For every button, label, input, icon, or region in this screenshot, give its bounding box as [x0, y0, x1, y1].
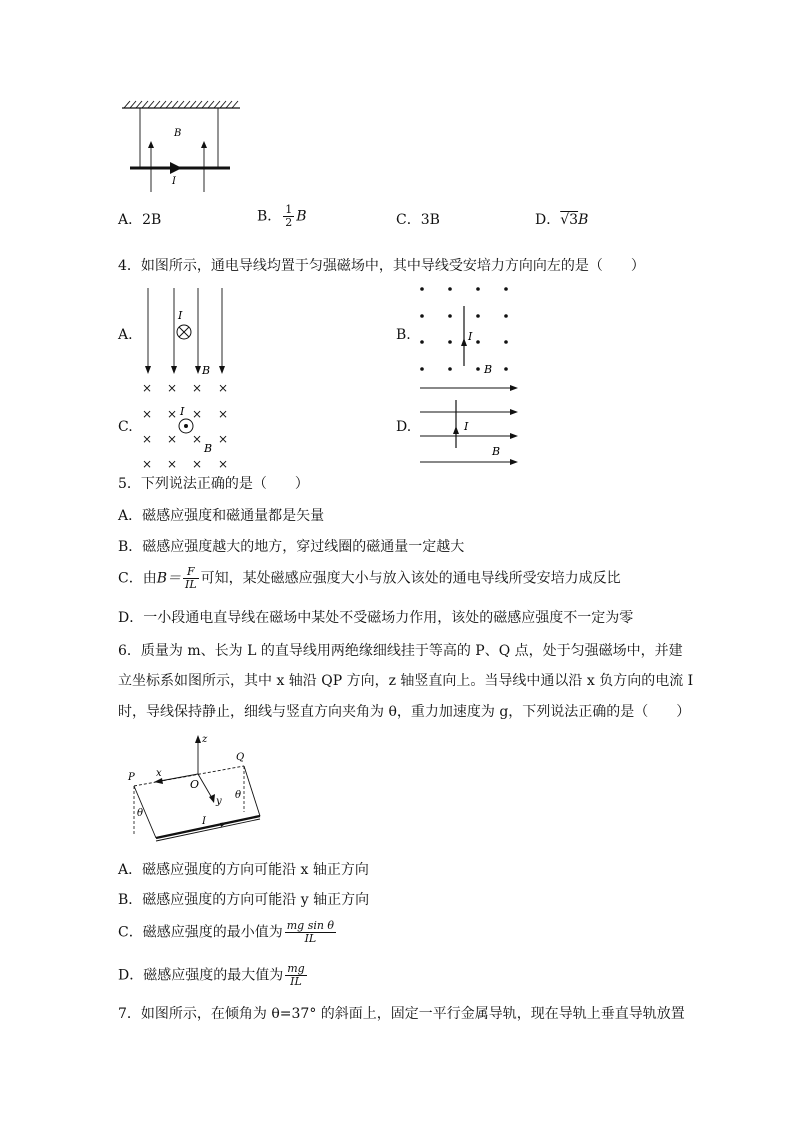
q3-option-d	[535, 210, 588, 230]
q4d-label-i: I	[464, 420, 469, 433]
q4-figure-b	[414, 284, 514, 378]
svg-text:×: ×	[192, 381, 203, 395]
q3-option-d-suffix: B	[578, 212, 589, 228]
q4b-label-i: I	[468, 330, 473, 343]
q3-option-b-fraction	[283, 204, 294, 229]
q6-label-y: y	[216, 796, 222, 807]
svg-text:×: ×	[218, 381, 229, 395]
svg-text:×: ×	[142, 457, 153, 470]
q6-label-p: P	[128, 772, 135, 783]
svg-text:×: ×	[167, 381, 178, 395]
svg-text:×: ×	[192, 407, 203, 421]
q5-option-a: A．磁感应强度和磁通量都是矢量	[118, 508, 325, 524]
svg-text:×: ×	[167, 432, 178, 446]
svg-text:×: ×	[192, 432, 203, 446]
q3-option-d-prefix: D．	[535, 212, 561, 228]
q4-option-b-label: B.	[396, 327, 411, 343]
q3-option-c: C．3B	[396, 212, 440, 228]
q7-stem-line1: 7．如图所示，在倾角为 θ=37° 的斜面上，固定一平行金属导轨，现在导轨上垂直导轨放置	[118, 1006, 685, 1022]
q3-b-den: 2	[285, 216, 293, 229]
q6-label-z: z	[202, 734, 208, 745]
q6-label-theta-right: θ	[235, 790, 242, 801]
q4-option-d-label: D.	[396, 419, 412, 435]
q6-option-d	[118, 963, 309, 988]
q4-option-c-label: C.	[118, 419, 133, 435]
svg-text:×: ×	[218, 407, 229, 421]
q6-d-den: IL	[290, 975, 302, 988]
q4a-label-b: B	[202, 364, 211, 376]
svg-text:×: ×	[142, 432, 153, 446]
q5-option-c	[118, 566, 621, 591]
q5-c-prefix: C．由	[118, 570, 157, 587]
q6-label-i: I	[202, 816, 206, 827]
q6-d-num: mg	[287, 962, 305, 975]
q4b-label-b: B	[484, 363, 493, 376]
q6-figure	[120, 730, 270, 852]
q3-fig-label-i: I	[172, 176, 176, 187]
q3-option-b-suffix: B	[296, 208, 307, 225]
svg-text:×: ×	[167, 457, 178, 470]
q6-stem-line1: 6．质量为 m、长为 L 的直导线用两绝缘细线挂于等高的 P、Q 点，处于匀强磁场中，并建	[118, 643, 683, 659]
q3-b-num: 1	[285, 203, 293, 216]
q6-c-prefix: C．磁感应强度的最小值为	[118, 924, 283, 941]
q6-option-b: B．磁感应强度的方向可能沿 y 轴正方向	[118, 892, 370, 908]
svg-text:×: ×	[218, 432, 229, 446]
q3-option-a: A．2B	[118, 212, 162, 228]
q5-c-suffix: 可知，某处磁感应强度大小与放入该处的通电导线所受安培力成反比	[200, 570, 621, 587]
q6-label-q: Q	[236, 752, 245, 763]
q3-figure	[118, 98, 248, 194]
q6-stem-line2: 立坐标系如图所示，其中 x 轴沿 QP 方向，z 轴竖直向上。当导线中通以沿 x 负方向的电流 I	[118, 673, 694, 689]
q5-c-formula-lhs: B＝	[156, 570, 182, 587]
q5-stem: 5．下列说法正确的是（ ）	[118, 476, 309, 492]
q3-fig-label-b: B	[174, 128, 182, 139]
q6-option-a: A．磁感应强度的方向可能沿 x 轴正方向	[118, 862, 369, 878]
q4-figure-d	[418, 380, 522, 470]
q4-option-a-label: A.	[118, 327, 133, 343]
q6-c-fraction	[285, 920, 336, 945]
q4d-label-b: B	[492, 445, 501, 458]
q6-d-prefix: D．磁感应强度的最大值为	[118, 967, 284, 984]
q6-label-theta-left: θ	[137, 808, 144, 819]
svg-text:×: ×	[192, 457, 203, 470]
q4c-label-i: I	[180, 405, 185, 418]
q3-option-b	[257, 204, 307, 229]
q4-stem: 4．如图所示，通电导线均置于匀强磁场中，其中导线受安培力方向向左的是（ ）	[118, 258, 645, 274]
q5-option-b: B．磁感应强度越大的地方，穿过线圈的磁通量一定越大	[118, 539, 465, 555]
q6-stem-line3: 时，导线保持静止，细线与竖直方向夹角为 θ，重力加速度为 g，下列说法正确的是（ ）	[118, 704, 691, 720]
q6-d-fraction	[285, 963, 306, 988]
q3-option-d-root: √3	[560, 212, 579, 228]
q6-c-num: mg sin θ	[286, 919, 335, 932]
q4c-label-b: B	[204, 442, 213, 455]
svg-text:×: ×	[142, 407, 153, 421]
q6-label-o: O	[190, 778, 200, 791]
svg-text:×: ×	[142, 381, 153, 395]
svg-text:×: ×	[167, 407, 178, 421]
q3-option-b-prefix: B．	[257, 208, 282, 225]
q5-option-d: D．一小段通电直导线在磁场中某处不受磁场力作用，该处的磁感应强度不一定为零	[118, 610, 634, 626]
q5-c-fraction	[183, 566, 199, 591]
q5-c-den: IL	[185, 578, 197, 591]
q5-c-num: F	[183, 566, 199, 579]
q4-figure-a	[138, 286, 230, 376]
svg-text:×: ×	[218, 457, 229, 470]
q4a-label-i: I	[178, 309, 183, 322]
q6-c-den: IL	[304, 932, 317, 945]
q6-label-x: x	[156, 768, 162, 779]
q4-figure-c	[138, 378, 234, 470]
q6-option-c	[118, 920, 338, 945]
